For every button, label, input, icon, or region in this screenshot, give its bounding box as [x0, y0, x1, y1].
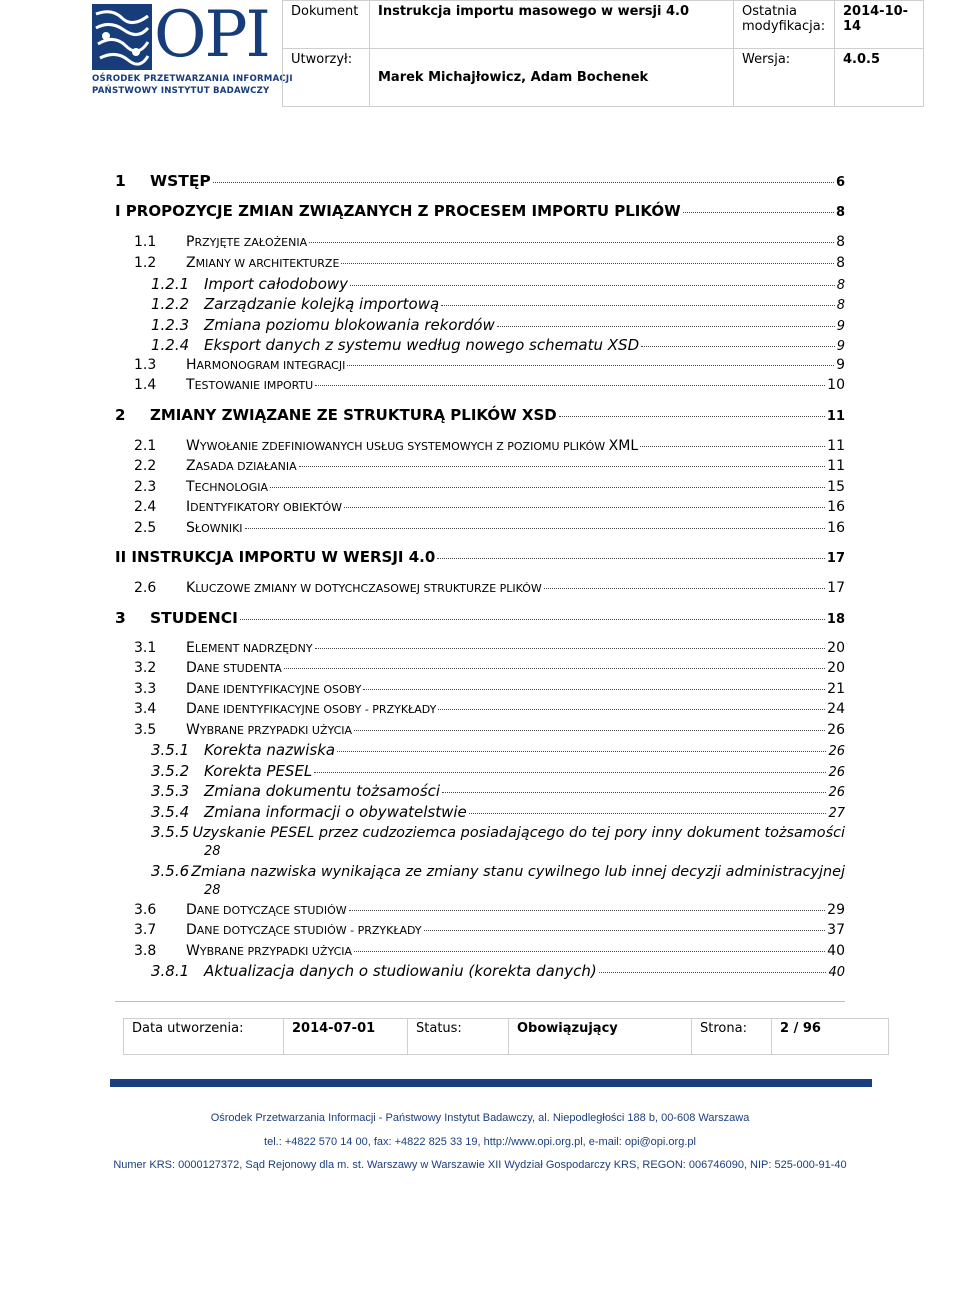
- logo-line1: OŚRODEK PRZETWARZANIA INFORMACJI: [92, 74, 293, 84]
- toc-entry[interactable]: 2.4 IDENTYFIKATORY OBIEKTÓW 16: [134, 499, 845, 515]
- opi-logo: [92, 0, 293, 98]
- toc-entry[interactable]: 1.2 ZMIANY W ARCHITEKTURZE 8: [134, 255, 845, 271]
- version-label: Wersja:: [734, 49, 835, 107]
- toc-entry[interactable]: 3.5.5 Uzyskanie PESEL przez cudzoziemca posiadającego do tej pory inny dokument tożsamości: [151, 823, 845, 841]
- toc-entry[interactable]: 2.3 TECHNOLOGIA 15: [134, 479, 845, 495]
- toc-entry[interactable]: 3.4 DANE IDENTYFIKACYJNE OSOBY - PRZYKŁADY 24: [134, 701, 845, 717]
- toc-entry-page: 28: [204, 844, 221, 859]
- toc-entry[interactable]: 3.5.3 Zmiana dokumentu tożsamości 26: [151, 782, 845, 800]
- toc-entry[interactable]: 2.6 KLUCZOWE ZMIANY W DOTYCHCZASOWEJ STRUKTURZE PLIKÓW 17: [134, 580, 845, 596]
- page-label: Strona:: [692, 1019, 772, 1055]
- toc-entry[interactable]: 2.2 ZASADA DZIAŁANIA 11: [134, 458, 845, 474]
- toc-entry[interactable]: 3.6 DANE DOTYCZĄCE STUDIÓW 29: [134, 902, 845, 918]
- toc-entry[interactable]: 3.3 DANE IDENTYFIKACYJNE OSOBY 21: [134, 681, 845, 697]
- footer-contact: tel.: +4822 570 14 00, fax: +4822 825 33 19, http://www.opi.org.pl, e-mail: opi@opi.org.pl: [264, 1136, 696, 1148]
- toc-entry[interactable]: 1.2.2 Zarządzanie kolejką importową 8: [151, 295, 845, 313]
- toc-entry[interactable]: 1.1 PRZYJĘTE ZAŁOŻENIA 8: [134, 234, 845, 250]
- toc-entry[interactable]: 3.1 ELEMENT NADRZĘDNY 20: [134, 640, 845, 656]
- created-value: 2014-07-01: [284, 1019, 408, 1055]
- toc-entry[interactable]: 3 STUDENCI 18: [115, 609, 845, 627]
- toc-entry[interactable]: 2.1 WYWOŁANIE ZDEFINIOWANYCH USŁUG SYSTEMOWYCH Z POZIOMU PLIKÓW XML 11: [134, 438, 845, 454]
- toc-entry[interactable]: 1.2.3 Zmiana poziomu blokowania rekordów 9: [151, 316, 845, 334]
- toc-entry[interactable]: 1.2.1 Import całodobowy 8: [151, 275, 845, 293]
- toc-entry[interactable]: 1.3 HARMONOGRAM INTEGRACJI 9: [134, 357, 845, 373]
- toc-entry[interactable]: 2 ZMIANY ZWIĄZANE ZE STRUKTURĄ PLIKÓW XSD 11: [115, 406, 845, 424]
- page-value: 2 / 96: [772, 1019, 889, 1055]
- modified-value: 2014-10-14: [835, 1, 924, 49]
- author-label: Utworzył:: [283, 49, 370, 107]
- status-label: Status:: [408, 1019, 509, 1055]
- modified-label: Ostatnia modyfikacja:: [734, 1, 835, 49]
- logo-emblem-icon: [92, 4, 152, 70]
- toc-entry[interactable]: 3.8.1 Aktualizacja danych o studiowaniu (korekta danych) 40: [151, 962, 845, 980]
- toc-entry[interactable]: 1.2.4 Eksport danych z systemu według nowego schematu XSD 9: [151, 336, 845, 354]
- doc-label: Dokument: [283, 1, 370, 49]
- toc-entry[interactable]: 1 WSTĘP 6: [115, 172, 845, 190]
- version-value: 4.0.5: [835, 49, 924, 107]
- toc-entry[interactable]: 3.5 WYBRANE PRZYPADKI UŻYCIA 26: [134, 722, 845, 738]
- footer-registry: Numer KRS: 0000127372, Sąd Rejonowy dla m. st. Warszawy w Warszawie XII Wydział Gospodarczy KRS, REGON: 006746090, NIP: 525-000-91-40: [113, 1159, 847, 1171]
- header-table: [282, 0, 924, 107]
- logo-line2: PAŃSTWOWY INSTYTUT BADAWCZY: [92, 86, 270, 96]
- author-value: Marek Michajłowicz, Adam Bochenek: [370, 49, 734, 107]
- toc-entry[interactable]: 1.4 TESTOWANIE IMPORTU 10: [134, 377, 845, 393]
- logo-brand-text: OPI: [154, 0, 269, 72]
- footer-address: Ośrodek Przetwarzania Informacji - Państwowy Instytut Badawczy, al. Niepodległości 188 b, 00-608 Warszawa: [210, 1112, 750, 1124]
- toc-entry[interactable]: 3.7 DANE DOTYCZĄCE STUDIÓW - PRZYKŁADY 37: [134, 922, 845, 938]
- status-value: Obowiązujący: [509, 1019, 692, 1055]
- toc-entry[interactable]: 3.5.6 Zmiana nazwiska wynikająca ze zmiany stanu cywilnego lub innej decyzji administracyjnej: [151, 862, 845, 880]
- toc-entry[interactable]: 3.5.1 Korekta nazwiska 26: [151, 741, 845, 759]
- toc-bottom-rule: [115, 1001, 845, 1002]
- footer-status-table: [123, 1018, 889, 1055]
- toc-entry-page: 28: [204, 883, 221, 898]
- toc-entry[interactable]: 3.8 WYBRANE PRZYPADKI UŻYCIA 40: [134, 943, 845, 959]
- doc-value: Instrukcja importu masowego w wersji 4.0: [370, 1, 734, 49]
- created-label: Data utworzenia:: [124, 1019, 284, 1055]
- toc-entry[interactable]: I PROPOZYCJE ZMIAN ZWIĄZANYCH Z PROCESEM IMPORTU PLIKÓW 8: [115, 202, 845, 220]
- footer-divider-bar: [110, 1079, 872, 1087]
- toc-entry[interactable]: II INSTRUKCJA IMPORTU W WERSJI 4.0 17: [115, 548, 845, 566]
- toc-entry[interactable]: 3.2 DANE STUDENTA 20: [134, 660, 845, 676]
- toc-entry[interactable]: 2.5 SŁOWNIKI 16: [134, 520, 845, 536]
- toc-entry[interactable]: 3.5.4 Zmiana informacji o obywatelstwie 27: [151, 803, 845, 821]
- toc-entry[interactable]: 3.5.2 Korekta PESEL 26: [151, 762, 845, 780]
